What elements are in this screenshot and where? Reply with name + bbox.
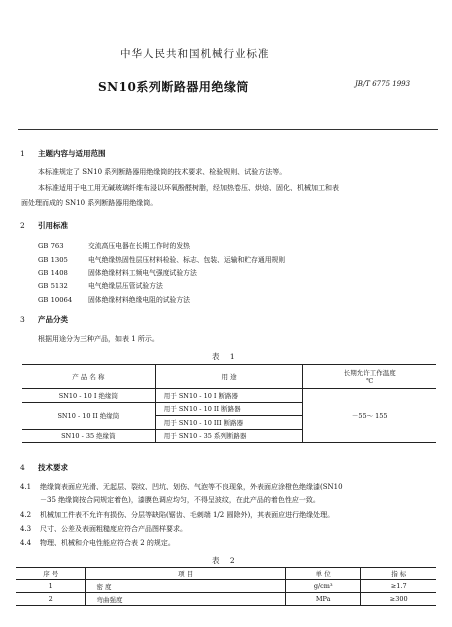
temperature-value: －55～ 155 (303, 389, 436, 443)
table-cell: 用于 SN10 - 35 系列断路器 (155, 429, 303, 443)
table-header-cell: 用 途 (155, 365, 303, 389)
table-cell: 1 (16, 580, 86, 593)
section-number: 3 (20, 315, 25, 324)
tech-item: 4.3 尺寸、公差及表面粗糙度应符合产品图样要求。 (20, 525, 187, 533)
table-cell: 2 (16, 593, 86, 606)
section-title: 主题内容与适用范围 (38, 149, 106, 158)
temp-header-unit: ℃ (366, 377, 374, 385)
paragraph: 本标准规定了 SN10 系列断路器用绝缘筒的技术要求、检验规则、试验方法等。 (38, 168, 287, 176)
section-4-heading (20, 462, 68, 473)
table-2 (16, 567, 436, 606)
table-header-cell: 产 品 名 称 (22, 365, 155, 389)
section-title: 技术要求 (38, 463, 68, 472)
table-2-caption: 表 2 (212, 556, 239, 565)
table-cell: 用于 SN10 - 10 I 断路器 (155, 389, 303, 403)
reference-item: GB 1408 固体绝缘材料工频电气强度试验方法 (38, 269, 197, 277)
section-2-heading (20, 220, 68, 231)
table-cell: 用于 SN10 - 10 III 断路器 (155, 416, 303, 430)
table-header-cell (303, 365, 436, 389)
table-1-caption: 表 1 (212, 352, 239, 361)
tech-item: －35 绝缘筒按合同规定着色)，漆膜色调应均匀，不得呈波纹，在此产品的着色性应一致。 (40, 496, 320, 504)
section-number: 4 (20, 463, 25, 472)
section-title: 产品分类 (38, 315, 68, 324)
table-row (16, 580, 436, 593)
table-cell: 用于 SN10 - 10 II 断路器 (155, 402, 303, 416)
paragraph: 本标准适用于电工用无碱玻璃纤维布浸以环氧酚醛树脂，经加热卷压、烘焙、固化、机械加工和表 (38, 184, 339, 192)
section-title: 引用标准 (38, 221, 68, 230)
table-cell: SN10 - 35 绝缘筒 (22, 429, 155, 443)
paragraph: 根据用途分为三种产品，如表 1 所示。 (38, 335, 159, 343)
section-number: 1 (20, 149, 25, 158)
table-cell: ≥1.7 (361, 580, 436, 593)
table-header-cell: 项 目 (86, 568, 285, 580)
table-cell: SN10 - 10 I 绝缘筒 (22, 389, 155, 403)
standard-org: 中华人民共和国机械行业标准 (120, 48, 270, 60)
tech-item: 4.2 机械加工件表不允许有损伤、分层等缺陷(锯齿、毛刺端 1/2 圆除外)，其表面应进行绝缘处理。 (20, 511, 335, 519)
table-cell: g/cm³ (285, 580, 361, 593)
header-rule (18, 129, 438, 130)
section-1-heading (20, 148, 106, 159)
table-row (22, 389, 436, 403)
table-cell: 密 度 (86, 580, 285, 593)
paragraph: 面处理而成的 SN10 系列断路器用绝缘筒。 (21, 199, 158, 207)
table-1 (22, 364, 436, 443)
reference-item: GB 1305 电气绝缘热固性层压材料检验、标志、包装、运输和贮存通用规则 (38, 256, 286, 264)
reference-item: GB 763 交流高压电器在长期工作时的发热 (38, 242, 190, 250)
tech-item: 4.1 绝缘筒表面应光滑、无起层、裂纹、凹坑、划伤、气泡等不良现象，外表面应涂橙色绝缘漆(SN10 (20, 483, 343, 491)
table-header-cell: 序 号 (16, 568, 86, 580)
standard-code: JB/T 6775 1993 (355, 80, 411, 88)
table-cell: 弯曲强度 (86, 593, 285, 606)
table-cell: ≥300 (361, 593, 436, 606)
table-cell: SN10 - 10 II 绝缘筒 (22, 402, 155, 429)
table-header-cell: 单 位 (285, 568, 361, 580)
tech-item: 4.4 物理、机械和介电性能应符合表 2 的规定。 (20, 539, 175, 547)
reference-item: GB 10064 固体绝缘材料绝缘电阻的试验方法 (38, 296, 190, 304)
section-number: 2 (20, 221, 25, 230)
reference-item: GB 5132 电气绝缘层压管试验方法 (38, 282, 163, 290)
temp-header-label: 长期允许工作温度 (343, 369, 396, 377)
section-3-heading (20, 314, 68, 325)
table-row (16, 593, 436, 606)
document-title: SN10系列断路器用绝缘筒 (98, 80, 249, 94)
table-cell: MPa (285, 593, 361, 606)
table-header-cell: 指 标 (361, 568, 436, 580)
